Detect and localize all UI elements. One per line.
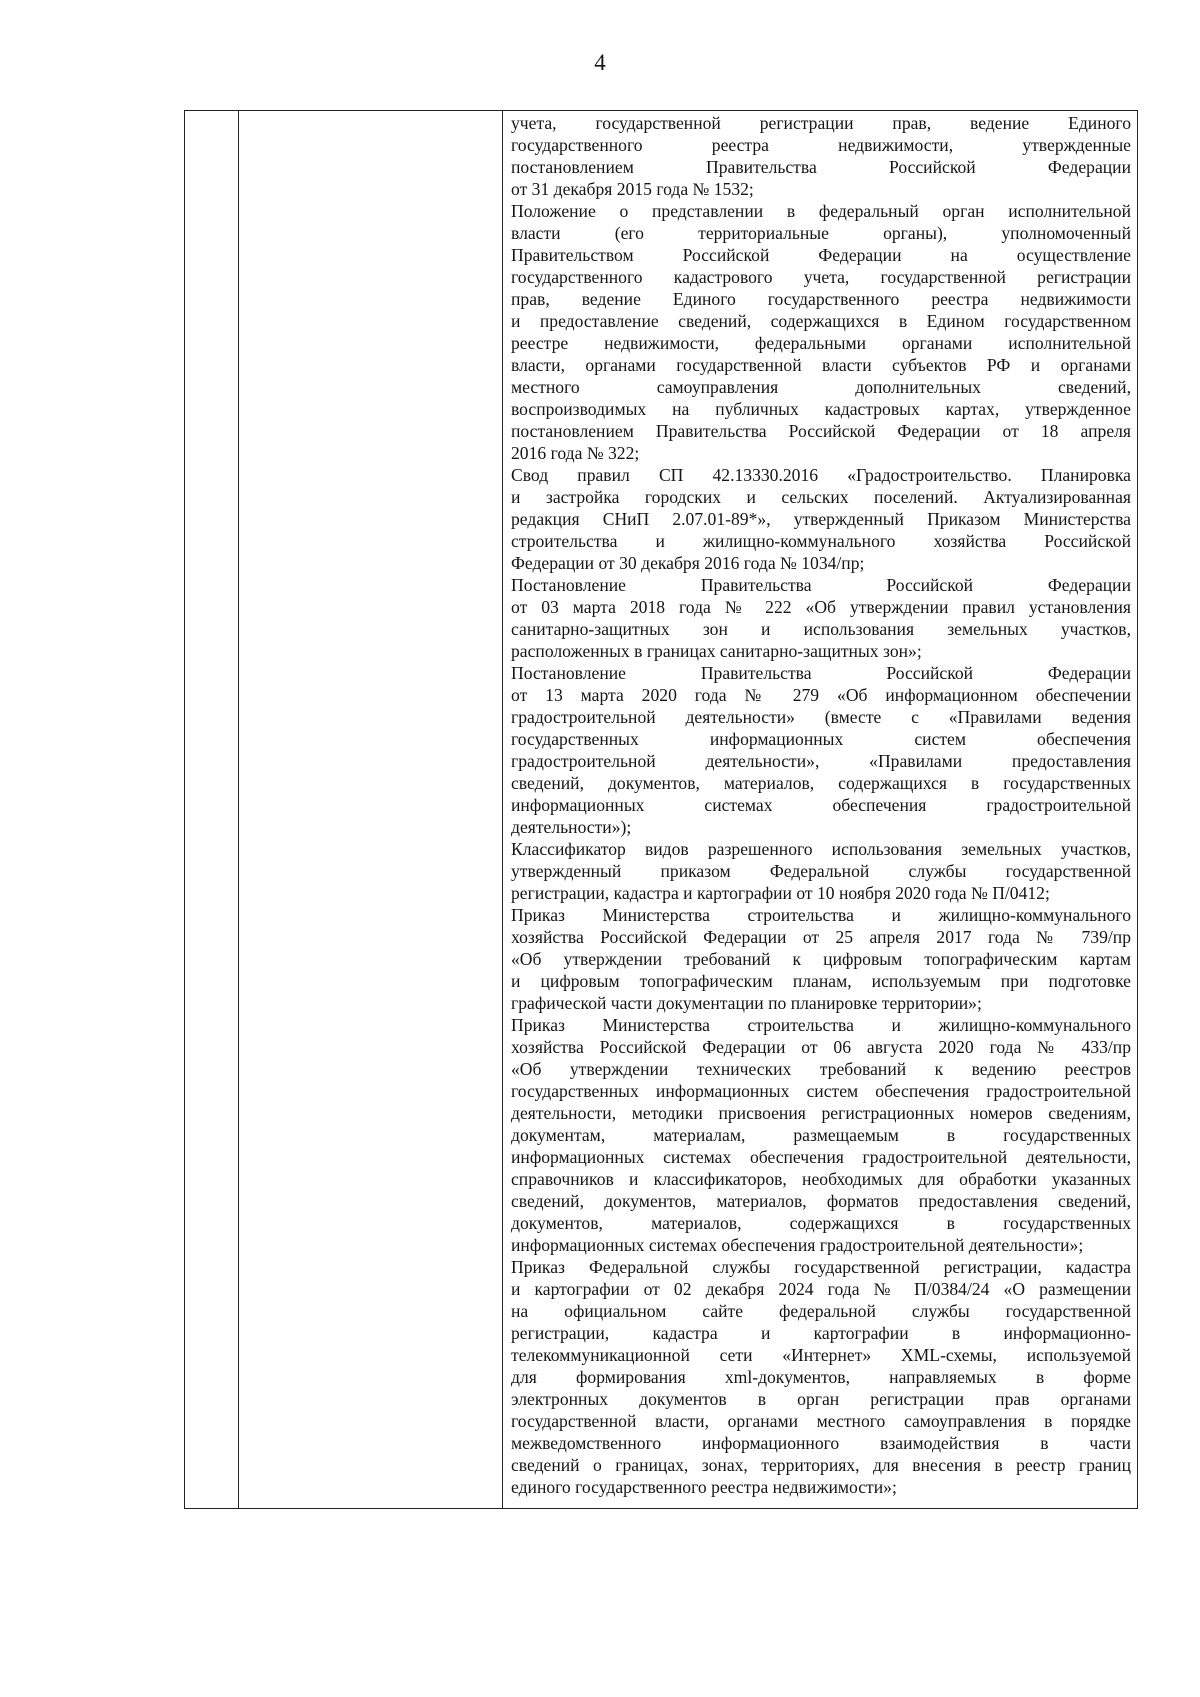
text-line: справочников и классификаторов, необходимых для обработки указанных	[511, 1169, 1131, 1189]
text-line: градостроительной деятельности», «Правилами предоставления	[511, 751, 1131, 771]
text-line: Приказ Министерства строительства и жилищно-коммунального	[511, 905, 1131, 925]
text-line: постановлением Правительства Российской Федерации	[511, 157, 1131, 177]
text-line: и цифровым топографическим планам, используемым при подготовке	[511, 971, 1131, 991]
text-line: власти, органами государственной власти субъектов РФ и органами	[511, 355, 1131, 375]
text-line: сведений, документов, материалов, форматов предоставления сведений,	[511, 1191, 1131, 1211]
legal-reference-paragraph	[511, 200, 1131, 464]
text-line: Положение о представлении в федеральный орган исполнительной	[511, 201, 1131, 221]
text-line: Классификатор видов разрешенного использования земельных участков,	[511, 839, 1131, 859]
legal-reference-paragraph	[511, 1256, 1131, 1498]
text-line: Федерации от 30 декабря 2016 года № 1034/пр;	[511, 553, 865, 573]
text-line: градостроительной деятельности» (вместе с «Правилами ведения	[511, 707, 1131, 727]
legal-reference-paragraph	[511, 464, 1131, 574]
text-line: регистрации, кадастра и картографии от 10 ноября 2020 года № П/0412;	[511, 883, 1050, 903]
text-line: «Об утверждении технических требований к ведению реестров	[511, 1059, 1131, 1079]
text-line: документов, материалов, содержащихся в государственных	[511, 1213, 1131, 1233]
text-line: учета, государственной регистрации прав, ведение Единого	[511, 113, 1131, 133]
text-line: реестре недвижимости, федеральными органами исполнительной	[511, 333, 1131, 353]
legal-reference-paragraph	[511, 662, 1131, 838]
text-line: «Об утверждении требований к цифровым топографическим картам	[511, 949, 1131, 969]
text-line: государственного реестра недвижимости, утвержденные	[511, 135, 1131, 155]
text-line: Правительством Российской Федерации на осуществление	[511, 245, 1131, 265]
text-line: единого государственного реестра недвижимости»;	[511, 1477, 897, 1497]
text-line: государственного кадастрового учета, государственной регистрации	[511, 267, 1131, 287]
text-line: информационных системах обеспечения градостроительной	[511, 795, 1131, 815]
legal-reference-paragraph	[511, 838, 1131, 904]
text-line: Свод правил СП 42.13330.2016 «Градостроительство. Планировка	[511, 465, 1131, 485]
column-divider	[238, 111, 239, 1508]
text-line: 2016 года № 322;	[511, 443, 640, 463]
document-table	[184, 110, 1138, 1509]
text-line: власти (его территориальные органы), уполномоченный	[511, 223, 1131, 243]
text-line: для формирования xml-документов, направляемых в форме	[511, 1367, 1131, 1387]
text-line: государственной власти, органами местного самоуправления в порядке	[511, 1411, 1131, 1431]
legal-reference-paragraph	[511, 904, 1131, 1014]
text-line: Приказ Федеральной службы государственной регистрации, кадастра	[511, 1257, 1131, 1277]
text-line: местного самоуправления дополнительных сведений,	[511, 377, 1131, 397]
text-line: документам, материалам, размещаемым в государственных	[511, 1125, 1131, 1145]
text-line: телекоммуникационной сети «Интернет» XML-схемы, используемой	[511, 1345, 1131, 1365]
text-line: графической части документации по планировке территории»;	[511, 993, 982, 1013]
text-line: на официальном сайте федеральной службы государственной	[511, 1301, 1131, 1321]
text-line: государственных информационных систем обеспечения	[511, 729, 1131, 749]
text-line: Постановление Правительства Российской Федерации	[511, 575, 1131, 595]
legal-reference-paragraph	[511, 574, 1131, 662]
text-line: прав, ведение Единого государственного реестра недвижимости	[511, 289, 1131, 309]
text-line: хозяйства Российской Федерации от 25 апреля 2017 года № 739/пр	[511, 927, 1131, 947]
text-line: постановлением Правительства Российской Федерации от 18 апреля	[511, 421, 1131, 441]
text-line: редакция СНиП 2.07.01-89*», утвержденный Приказом Министерства	[511, 509, 1131, 529]
legal-reference-paragraph	[511, 112, 1131, 200]
text-line: информационных системах обеспечения градостроительной деятельности»;	[511, 1235, 1084, 1255]
legal-reference-paragraph	[511, 1014, 1131, 1256]
text-line: строительства и жилищно-коммунального хозяйства Российской	[511, 531, 1131, 551]
text-line: хозяйства Российской Федерации от 06 августа 2020 года № 433/пр	[511, 1037, 1131, 1057]
text-line: сведений, документов, материалов, содержащихся в государственных	[511, 773, 1131, 793]
text-line: расположенных в границах санитарно-защитных зон»;	[511, 641, 922, 661]
text-line: электронных документов в орган регистрации прав органами	[511, 1389, 1131, 1409]
text-line: государственных информационных систем обеспечения градостроительной	[511, 1081, 1131, 1101]
text-line: деятельности»);	[511, 817, 632, 837]
text-line: от 13 марта 2020 года № 279 «Об информационном обеспечении	[511, 685, 1131, 705]
text-line: и предоставление сведений, содержащихся в Едином государственном	[511, 311, 1131, 331]
page-number: 4	[594, 50, 606, 75]
text-line: межведомственного информационного взаимодействия в части	[511, 1433, 1131, 1453]
text-line: сведений о границах, зонах, территориях, для внесения в реестр границ	[511, 1455, 1131, 1475]
text-line: от 31 декабря 2015 года № 1532;	[511, 179, 754, 199]
text-line: Приказ Министерства строительства и жилищно-коммунального	[511, 1015, 1131, 1035]
text-line: утвержденный приказом Федеральной службы государственной	[511, 861, 1131, 881]
text-line: и застройка городских и сельских поселений. Актуализированная	[511, 487, 1131, 507]
text-line: санитарно-защитных зон и использования земельных участков,	[511, 619, 1131, 639]
text-line: деятельности, методики присвоения регистрационных номеров сведениям,	[511, 1103, 1131, 1123]
text-line: регистрации, кадастра и картографии в информационно-	[511, 1323, 1131, 1343]
text-line: от 03 марта 2018 года № 222 «Об утверждении правил установления	[511, 597, 1131, 617]
text-line: воспроизводимых на публичных кадастровых картах, утвержденное	[511, 399, 1131, 419]
text-line: информационных системах обеспечения градостроительной деятельности,	[511, 1147, 1131, 1167]
column-divider	[502, 111, 503, 1508]
text-line: Постановление Правительства Российской Федерации	[511, 663, 1131, 683]
table-cell-text	[511, 112, 1131, 1498]
text-line: и картографии от 02 декабря 2024 года № П/0384/24 «О размещении	[511, 1279, 1131, 1299]
